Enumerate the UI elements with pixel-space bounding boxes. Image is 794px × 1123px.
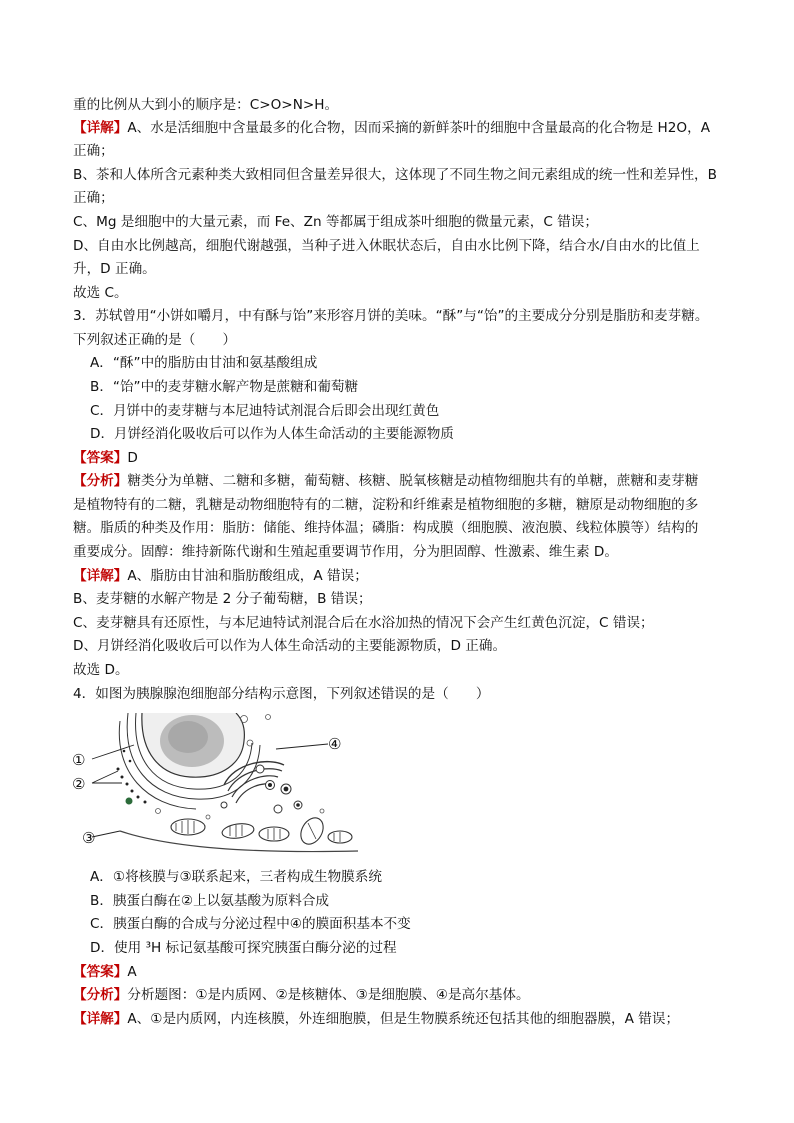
question-3-stem: 下列叙述正确的是（ ） (73, 332, 237, 348)
figure-label-2: ② (72, 775, 86, 793)
detail-line: D、月饼经消化吸收后可以作为人体生命活动的主要能源物质，D 正确。 (73, 638, 507, 654)
text-line: 正确； (73, 190, 114, 206)
figure-label-4: ④ (328, 735, 342, 753)
option-c: C．胰蛋白酶的合成与分泌过程中④的膜面积基本不变 (90, 916, 411, 932)
option-d: D．月饼经消化吸收后可以作为人体生命活动的主要能源物质 (90, 426, 454, 442)
option-d: D．使用 ³H 标记氨基酸可探究胰蛋白酶分泌的过程 (90, 940, 397, 956)
answer-line: 【答案】D (73, 450, 138, 466)
detail-line: 【详解】A、脂肪由甘油和脂肪酸组成，A 错误； (73, 568, 368, 584)
question-4-stem: 4．如图为胰腺腺泡细胞部分结构示意图，下列叙述错误的是（ ） (73, 686, 490, 702)
text-line: C、Mg 是细胞中的大量元素，而 Fe、Zn 等都属于组成茶叶细胞的微量元素，C 错误； (73, 214, 598, 230)
analysis-line: 重要成分。固醇：维持新陈代谢和生殖起重要调节作用，分为胆固醇、性激素、维生素 D。 (73, 544, 618, 560)
detail-line: C、麦芽糖具有还原性，与本尼迪特试剂混合后在水浴加热的情况下会产生红黄色沉淀，C 错误； (73, 615, 654, 631)
analysis-line: 【分析】分析题图：①是内质网、②是核糖体、③是细胞膜、④是高尔基体。 (73, 987, 530, 1003)
cell-structure-diagram (72, 713, 362, 858)
figure-label-1: ① (72, 751, 86, 769)
option-b: B．“饴”中的麦芽糖水解产物是蔗糖和葡萄糖 (90, 379, 359, 395)
text-line: 正确； (73, 143, 114, 159)
figure-label-3: ③ (82, 829, 96, 847)
analysis-line: 糖。脂质的种类及作用：脂肪：储能、维持体温；磷脂：构成膜（细胞膜、液泡膜、线粒体膜等）结构的 (73, 520, 699, 536)
option-b: B．胰蛋白酶在②上以氨基酸为原料合成 (90, 893, 330, 909)
text-line: B、茶和人体所含元素种类大致相同但含量差异很大，这体现了不同生物之间元素组成的统一性和差异性，B (73, 167, 717, 183)
answer-line: 【答案】A (73, 964, 137, 980)
text-line: D、自由水比例越高，细胞代谢越强，当种子进入休眠状态后，自由水比例下降，结合水/自由水的比值上 (73, 238, 700, 254)
detail-line: B、麦芽糖的水解产物是 2 分子葡萄糖，B 错误； (73, 591, 372, 607)
analysis-line: 是植物特有的二糖，乳糖是动物细胞特有的二糖，淀粉和纤维素是植物细胞的多糖，糖原是动物细胞的多 (73, 497, 699, 513)
analysis-line: 【分析】糖类分为单糖、二糖和多糖，葡萄糖、核糖、脱氧核糖是动植物细胞共有的单糖，蔗糖和麦芽糖 (73, 473, 699, 489)
question-3-stem: 3．苏轼曾用“小饼如嚼月，中有酥与饴”来形容月饼的美味。“酥”与“饴”的主要成分分别是脂肪和麦芽糖。 (73, 308, 709, 324)
text-line: 【详解】A、水是活细胞中含量最多的化合物，因而采摘的新鲜茶叶的细胞中含量最高的化合物是 H2O，A (73, 120, 711, 136)
option-a: A．“酥”中的脂肪由甘油和氨基酸组成 (90, 355, 318, 371)
detail-line: 【详解】A、①是内质网，内连核膜，外连细胞膜，但是生物膜系统还包括其他的细胞器膜，A 错误； (73, 1011, 680, 1027)
text-line: 故选 C。 (73, 285, 128, 301)
option-a: A．①将核膜与③联系起来，三者构成生物膜系统 (90, 869, 382, 885)
text-line: 升，D 正确。 (73, 261, 156, 277)
option-c: C．月饼中的麦芽糖与本尼迪特试剂混合后即会出现红黄色 (90, 403, 440, 419)
detail-line: 故选 D。 (73, 662, 129, 678)
text-line: 重的比例从大到小的顺序是：C>O>N>H。 (73, 97, 339, 113)
